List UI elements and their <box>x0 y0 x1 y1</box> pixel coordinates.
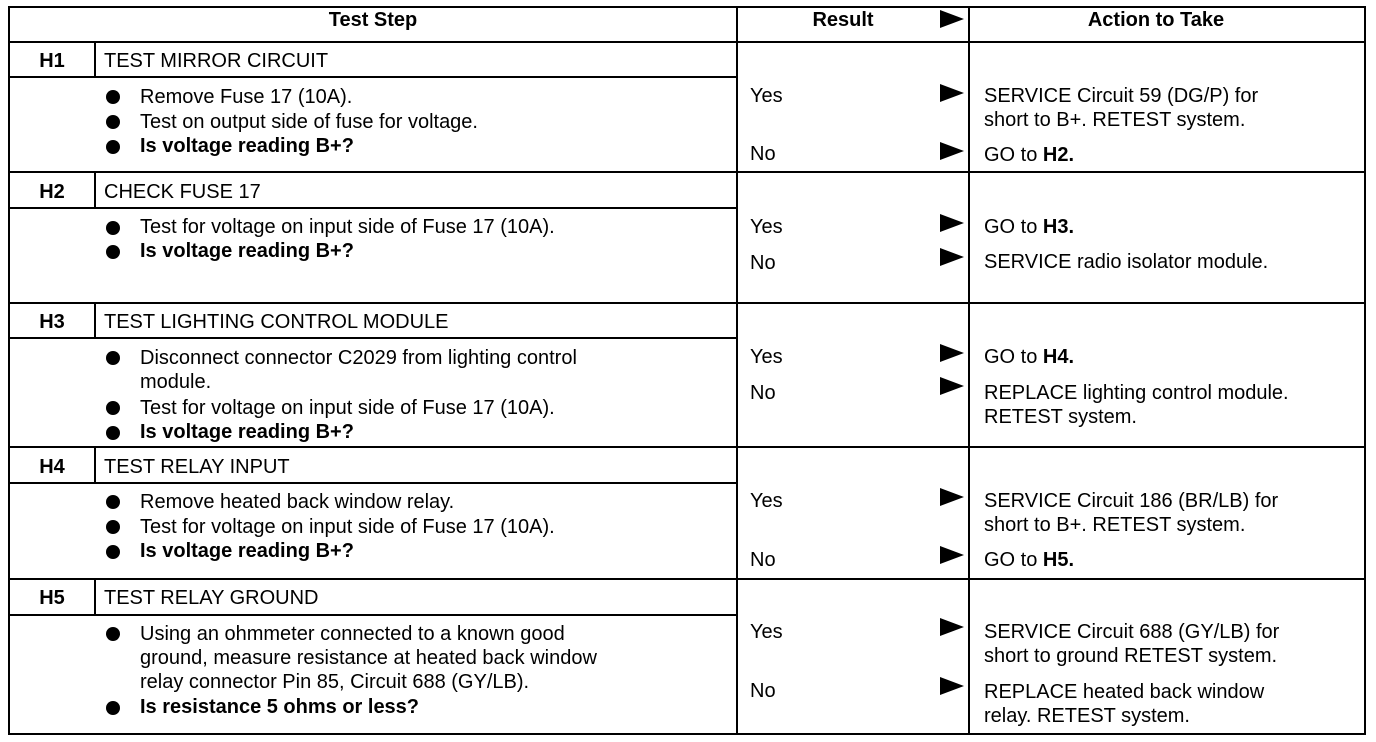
bullet-text: Test for voltage on input side of Fuse 17 (10A). <box>140 397 555 419</box>
row-divider-h2 <box>8 302 1366 304</box>
action-text: short to B+. RETEST system. <box>984 514 1246 536</box>
action-goto <box>984 548 1074 572</box>
bullet-icon <box>106 245 120 259</box>
action-goto <box>984 345 1074 369</box>
step-title: CHECK FUSE 17 <box>104 181 261 203</box>
row-divider-h3 <box>8 446 1366 448</box>
bullet-text: Using an ohmmeter connected to a known good <box>140 623 565 645</box>
title-underline-h3 <box>8 337 738 339</box>
bullet-text-continued: module. <box>140 371 212 393</box>
bullet-icon <box>106 545 120 559</box>
action-text: short to ground RETEST system. <box>984 645 1278 667</box>
bullet-text: Test for voltage on input side of Fuse 17 (10A). <box>140 216 555 238</box>
action-goto <box>984 215 1074 239</box>
arrow-icon <box>940 248 964 266</box>
title-underline-h5 <box>8 614 738 616</box>
action-text: SERVICE Circuit 688 (GY/LB) for <box>984 621 1280 643</box>
result-no: No <box>750 680 776 702</box>
bullet-text: Remove heated back window relay. <box>140 491 455 513</box>
action-ref: H4. <box>1042 346 1075 368</box>
title-underline-h4 <box>8 482 738 484</box>
action-prefix: GO to <box>984 144 1043 166</box>
step-id: H4 <box>39 456 65 478</box>
action-ref: H5. <box>1042 549 1075 571</box>
header-arrow-icon <box>940 10 964 28</box>
step-title: TEST RELAY GROUND <box>104 587 319 609</box>
action-prefix: GO to <box>984 346 1043 368</box>
action-prefix: GO to <box>984 549 1043 571</box>
arrow-icon <box>940 214 964 232</box>
action-text: REPLACE heated back window <box>984 681 1265 703</box>
result-yes: Yes <box>750 216 783 238</box>
bullet-icon <box>106 426 120 440</box>
arrow-icon <box>940 84 964 102</box>
table-border-top <box>8 6 1366 8</box>
title-underline-h1 <box>8 76 738 78</box>
arrow-icon <box>940 344 964 362</box>
result-no: No <box>750 382 776 404</box>
action-text: RETEST system. <box>984 406 1137 428</box>
step-id: H2 <box>39 181 65 203</box>
col-divider-result <box>736 6 738 735</box>
action-text: REPLACE lighting control module. <box>984 382 1289 404</box>
row-divider-h4 <box>8 578 1366 580</box>
bullet-question: Is voltage reading B+? <box>140 540 354 562</box>
bullet-icon <box>106 627 120 641</box>
bullet-icon <box>106 115 120 129</box>
arrow-icon <box>940 142 964 160</box>
row-divider-h1 <box>8 171 1366 173</box>
bullet-icon <box>106 221 120 235</box>
result-no: No <box>750 252 776 274</box>
bullet-question: Is resistance 5 ohms or less? <box>140 696 420 718</box>
bullet-question: Is voltage reading B+? <box>140 135 354 157</box>
action-text: short to B+. RETEST system. <box>984 109 1246 131</box>
bullet-text: Test for voltage on input side of Fuse 17 (10A). <box>140 516 555 538</box>
header-action: Action to Take <box>1087 9 1225 31</box>
bullet-icon <box>106 140 120 154</box>
arrow-icon <box>940 618 964 636</box>
bullet-icon <box>106 520 120 534</box>
table-border-right <box>1364 6 1366 735</box>
table-border-bottom <box>8 733 1366 735</box>
bullet-text-continued: ground, measure resistance at heated back window <box>140 647 597 669</box>
action-text: relay. RETEST system. <box>984 705 1190 727</box>
action-text: SERVICE radio isolator module. <box>984 251 1269 273</box>
action-prefix: GO to <box>984 216 1043 238</box>
bullet-icon <box>106 90 120 104</box>
action-text: SERVICE Circuit 59 (DG/P) for <box>984 85 1259 107</box>
result-yes: Yes <box>750 621 783 643</box>
result-yes: Yes <box>750 346 783 368</box>
bullet-icon <box>106 401 120 415</box>
step-id: H1 <box>39 50 65 72</box>
step-id: H3 <box>39 311 65 333</box>
bullet-icon <box>106 495 120 509</box>
result-no: No <box>750 549 776 571</box>
title-underline-h2 <box>8 207 738 209</box>
result-no: No <box>750 143 776 165</box>
step-title: TEST RELAY INPUT <box>104 456 290 478</box>
arrow-icon <box>940 377 964 395</box>
action-ref: H2. <box>1042 144 1075 166</box>
bullet-text-continued: relay connector Pin 85, Circuit 688 (GY/LB). <box>140 671 530 693</box>
table-border-left <box>8 6 10 735</box>
step-id: H5 <box>39 587 65 609</box>
result-yes: Yes <box>750 490 783 512</box>
arrow-icon <box>940 488 964 506</box>
bullet-text: Remove Fuse 17 (10A). <box>140 86 353 108</box>
header-result: Result <box>812 9 874 31</box>
bullet-question: Is voltage reading B+? <box>140 421 354 443</box>
step-title: TEST MIRROR CIRCUIT <box>104 50 329 72</box>
header-test-step: Test Step <box>328 9 418 31</box>
bullet-question: Is voltage reading B+? <box>140 240 354 262</box>
bullet-text: Test on output side of fuse for voltage. <box>140 111 478 133</box>
step-title: TEST LIGHTING CONTROL MODULE <box>104 311 449 333</box>
action-goto <box>984 143 1074 167</box>
action-text: SERVICE Circuit 186 (BR/LB) for <box>984 490 1279 512</box>
col-divider-action <box>968 6 970 735</box>
action-ref: H3. <box>1042 216 1075 238</box>
result-yes: Yes <box>750 85 783 107</box>
arrow-icon <box>940 546 964 564</box>
bullet-icon <box>106 701 120 715</box>
header-divider <box>8 41 1366 43</box>
bullet-icon <box>106 351 120 365</box>
arrow-icon <box>940 677 964 695</box>
bullet-text: Disconnect connector C2029 from lighting control <box>140 347 577 369</box>
